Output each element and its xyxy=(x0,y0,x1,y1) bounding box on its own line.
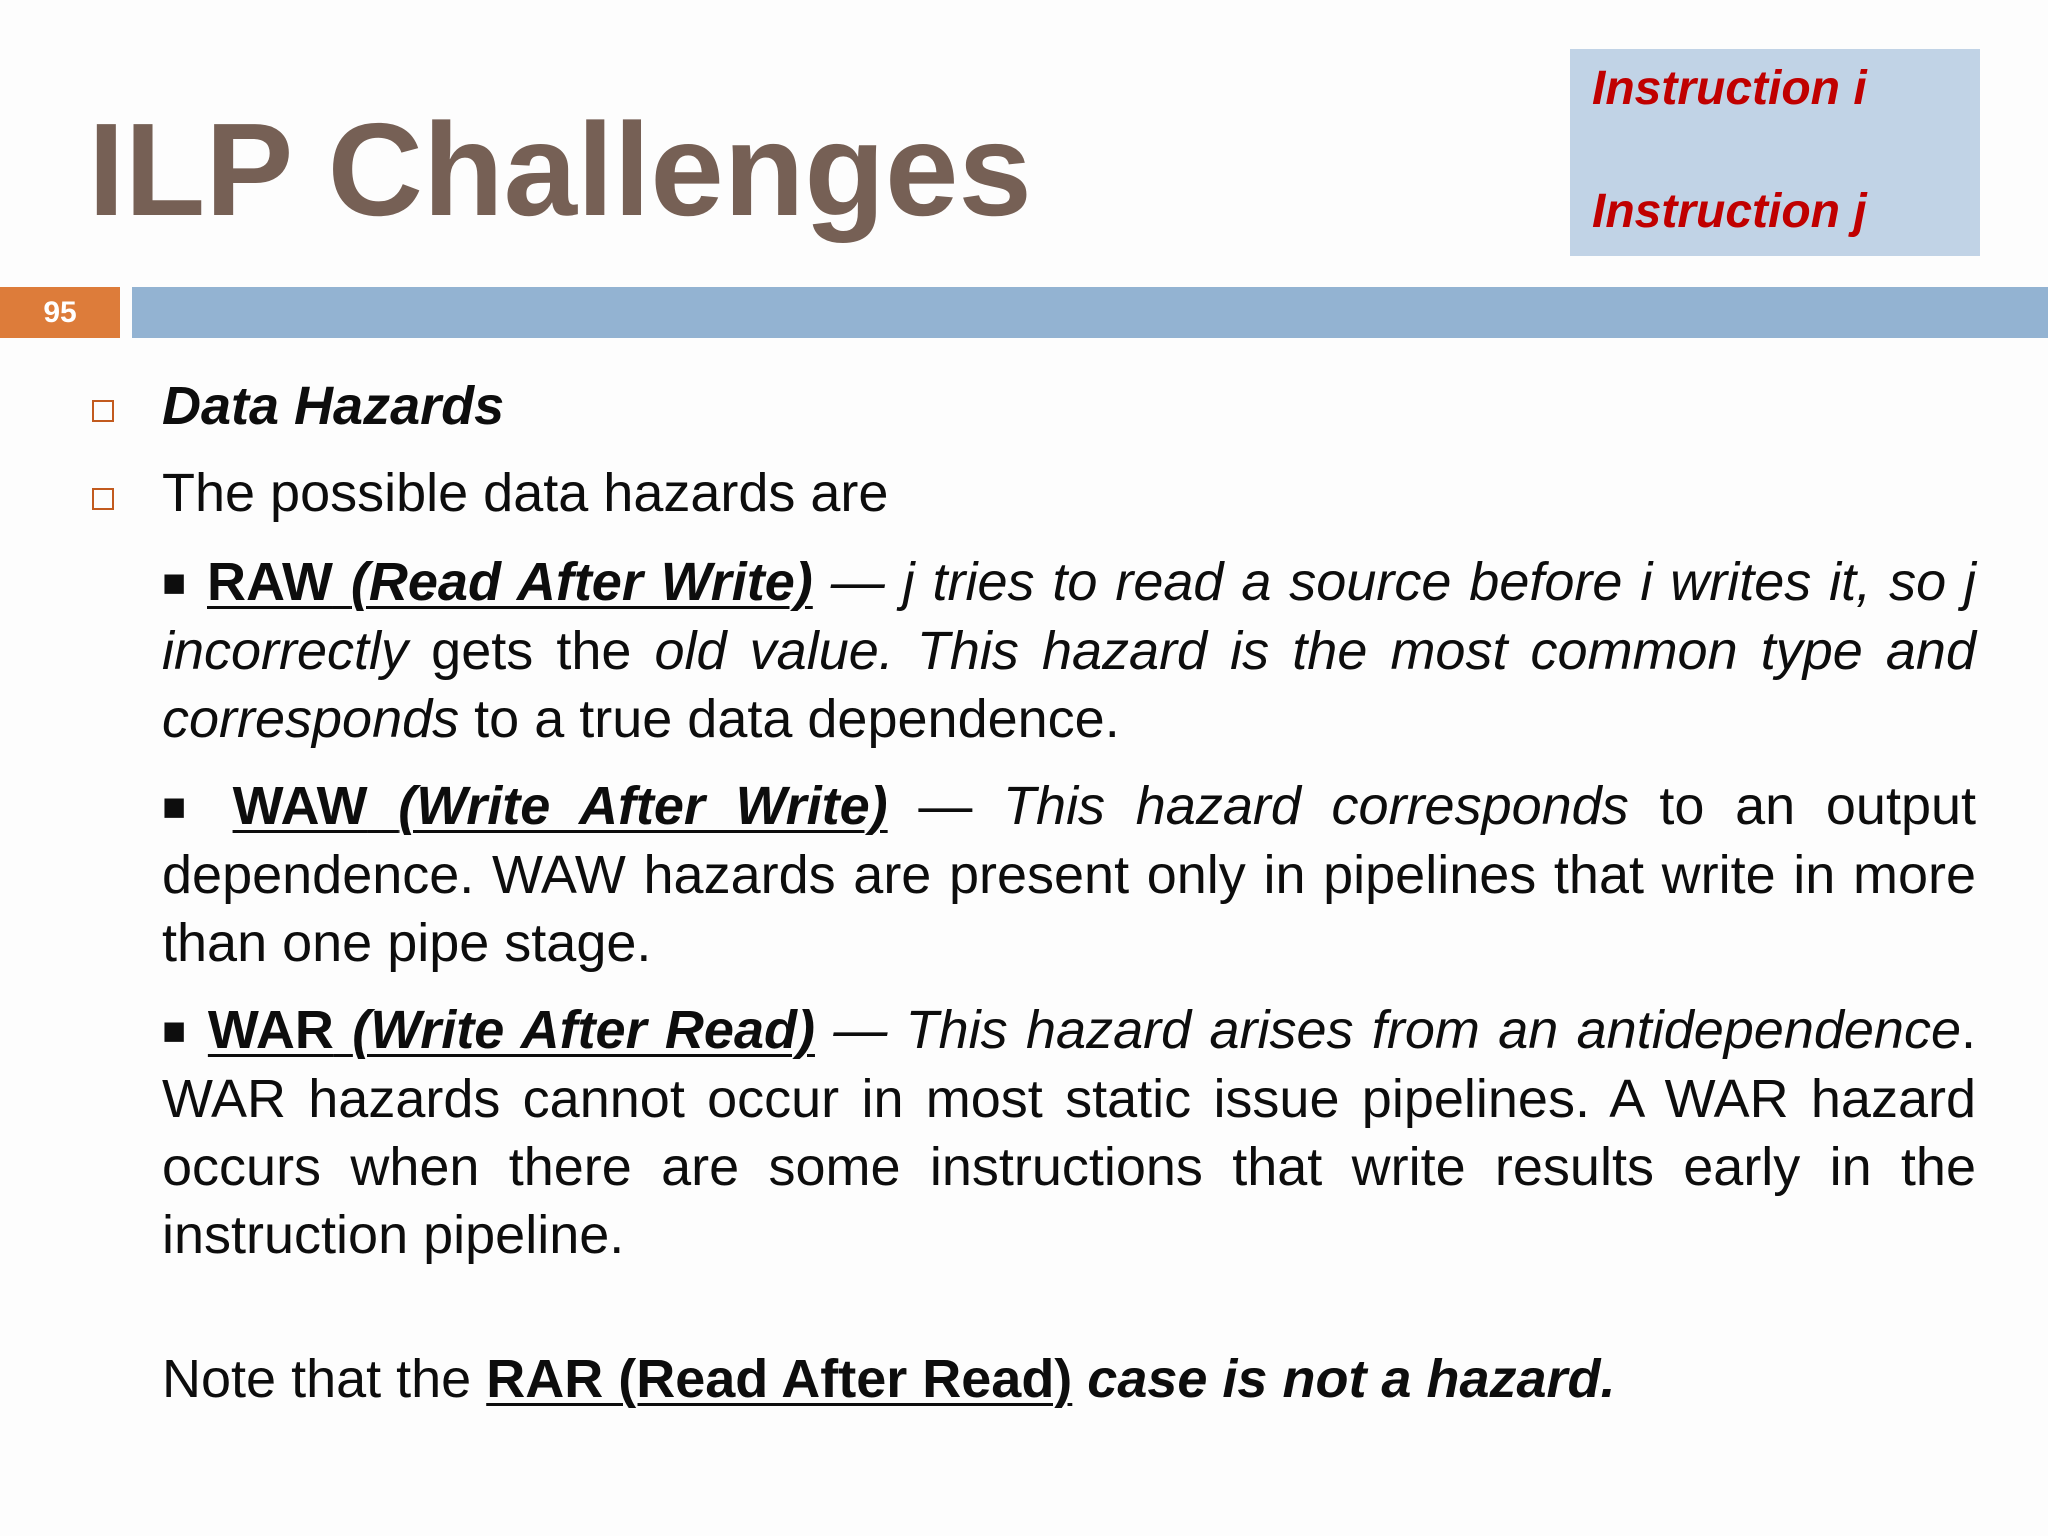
war-text-1: — This hazard arises from an antidependence xyxy=(814,1000,1961,1060)
raw-text-2: gets the xyxy=(408,621,655,681)
raw-abbrev: RAW xyxy=(207,552,333,612)
note-suffix: case is not a hazard. xyxy=(1072,1349,1616,1409)
rar-term: RAR (Read After Read) xyxy=(486,1349,1073,1409)
raw-text-1: — j tries to read a source before i writes it, so j incorrectly xyxy=(162,552,1977,681)
square-marker-icon: ■ xyxy=(162,1009,190,1053)
instruction-box xyxy=(1570,49,1980,256)
waw-term xyxy=(233,776,888,836)
note-prefix: Note that the xyxy=(162,1349,487,1409)
waw-expansion: (Write After Write) xyxy=(398,776,888,836)
waw-text-2: This hazard corresponds xyxy=(1003,776,1629,836)
bullet-data-hazards: Data Hazards xyxy=(162,376,505,436)
war-hazard-paragraph xyxy=(162,996,1976,1269)
bullet-possible-hazards: The possible data hazards are xyxy=(162,463,889,523)
header-divider-bar xyxy=(132,287,2048,338)
slide-title: ILP Challenges xyxy=(88,96,1032,243)
raw-hazard-paragraph xyxy=(162,548,1976,753)
war-term xyxy=(208,1000,815,1060)
instruction-i-label: Instruction i xyxy=(1592,62,1867,115)
square-bullet-icon xyxy=(92,400,114,422)
war-expansion: (Write After Read) xyxy=(352,1000,815,1060)
page-number: 95 xyxy=(0,287,120,338)
square-bullet-icon xyxy=(92,488,114,510)
square-marker-icon: ■ xyxy=(162,785,202,829)
war-text-2: . WAR hazards cannot occur in most static issue pipelines. A WAR hazard occurs when there are some instructions that write results early in the instruction pipeline. xyxy=(162,1000,1977,1265)
waw-abbrev: WAW xyxy=(232,776,368,836)
raw-text-4: to a true data dependence. xyxy=(459,689,1120,749)
square-marker-icon: ■ xyxy=(162,561,190,605)
rar-note xyxy=(162,1345,1616,1413)
waw-text-3: to an output dependence. WAW hazards are present only in pipelines that write in more than one pipe stage. xyxy=(162,776,1977,973)
raw-expansion: (Read After Write) xyxy=(350,552,813,612)
waw-hazard-paragraph xyxy=(162,772,1976,977)
waw-text-1: — xyxy=(887,776,1004,836)
raw-text-3: old value. This hazard is the most common type and corresponds xyxy=(162,621,1976,749)
war-abbrev: WAR xyxy=(207,1000,334,1060)
instruction-j-label: Instruction j xyxy=(1592,185,1867,238)
raw-term xyxy=(207,552,813,612)
